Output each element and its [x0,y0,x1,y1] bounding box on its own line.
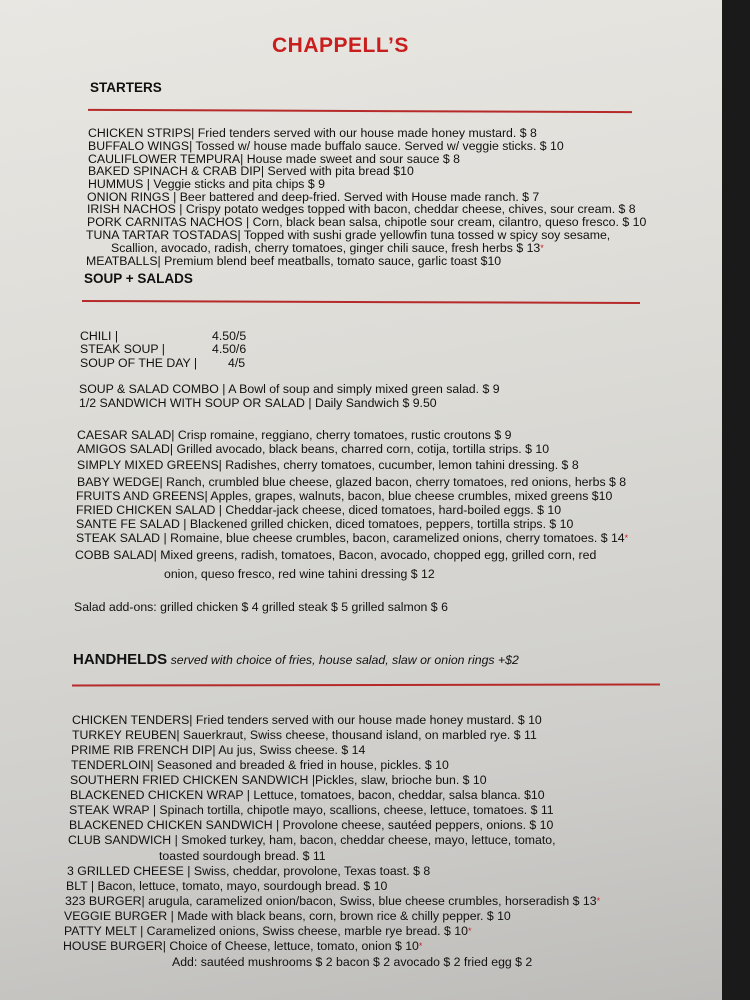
handheld-item-text: 323 BURGER| arugula, caramelized onion/bacon, Swiss, blue cheese crumbles, horseradish $ 13 [65,894,597,908]
salad-item: BABY WEDGE| Ranch, crumbled blue cheese, glazed bacon, cherry tomatoes, red onions, herbs $ 8 [77,475,627,489]
handheld-item: BLACKENED CHICKEN SANDWICH | Provolone cheese, sautéed peppers, onions. $ 10 [69,818,554,832]
soup-price: 4.50/6 [212,342,247,356]
salad-item: SANTE FE SALAD | Blackened grilled chicken, diced tomatoes, peppers, tortilla strips. $ 10 [76,517,574,531]
salad-item: onion, queso fresco, red wine tahini dressing $ 12 [164,567,435,581]
salad-item: SIMPLY MIXED GREENS| Radishes, cherry tomatoes, cucumber, lemon tahini dressing. $ 8 [77,458,579,472]
salad-item: COBB SALAD| Mixed greens, radish, tomatoes, Bacon, avocado, chopped egg, grilled corn, red [75,548,597,562]
section-heading-soup-salads: SOUP + SALADS [84,271,193,286]
asterisk-mark: * [418,941,423,951]
handheld-item [64,924,471,939]
handheld-item: toasted sourdough bread. $ 11 [159,849,326,863]
menu-item: BAKED SPINACH & CRAB DIP| Served with pita bread $10 [88,164,414,178]
handheld-item [63,939,422,954]
menu-item-text: Scallion, avocado, radish, cherry tomatoes, ginger chili sauce, fresh herbs $ 13 [111,241,541,255]
salad-item [76,531,628,546]
handheld-item [65,894,600,909]
menu-item: MEATBALLS| Premium blend beef meatballs, tomato sauce, garlic toast $10 [86,254,502,268]
handheld-item-text: HOUSE BURGER| Choice of Cheese, lettuce, tomato, onion $ 10 [63,939,419,953]
asterisk-mark: * [596,896,601,906]
salad-item: FRUITS AND GREENS| Apples, grapes, walnuts, bacon, blue cheese crumbles, mixed greens $10 [76,489,613,503]
asterisk-mark: * [624,533,629,543]
asterisk-mark: * [540,243,544,253]
soup-name: CHILI | [80,329,119,343]
menu-item: BUFFALO WINGS| Tossed w/ house made buffalo sauce. Served w/ veggie sticks. $ 10 [88,139,564,153]
section-heading-handhelds [73,652,519,668]
combo-item: SOUP & SALAD COMBO | A Bowl of soup and simply mixed green salad. $ 9 [79,382,500,396]
handheld-item: CHICKEN TENDERS| Fried tenders served with our house made honey mustard. $ 10 [72,713,542,727]
salad-item-text: STEAK SALAD | Romaine, blue cheese crumbles, bacon, caramelized onions, cherry tomatoes. $ 14 [76,531,625,545]
handheld-item: TENDERLOIN| Seasoned and breaded & fried in house, pickles. $ 10 [71,758,449,772]
salad-item: AMIGOS SALAD| Grilled avocado, black beans, charred corn, cotija, tortilla strips. $ 10 [77,442,550,456]
restaurant-title: CHAPPELL’S [272,34,409,57]
menu-item: CHICKEN STRIPS| Fried tenders served with our house made honey mustard. $ 8 [88,126,537,140]
menu-item: HUMMUS | Veggie sticks and pita chips $ 9 [88,177,325,191]
menu-item: PORK CARNITAS NACHOS | Corn, black bean salsa, chipotle sour cream, cilantro, queso fresco. $ 10 [87,215,647,229]
handhelds-note: served with choice of fries, house salad, slaw or onion rings +$2 [170,653,519,667]
menu-item: ONION RINGS | Beer battered and deep-fried. Served with House made ranch. $ 7 [87,190,540,204]
handheld-addons: Add: sautéed mushrooms $ 2 bacon $ 2 avocado $ 2 fried egg $ 2 [172,955,533,969]
handheld-item: STEAK WRAP | Spinach tortilla, chipotle mayo, scallions, cheese, lettuce, tomatoes. $ 11 [69,803,554,817]
soup-price: 4.50/5 [212,329,247,343]
menu-item: TUNA TARTAR TOSTADAS| Topped with sushi grade yellowfin tuna tossed w spicy soy sesame, [86,228,611,242]
soup-salads-divider [82,300,640,303]
handheld-item: BLT | Bacon, lettuce, tomato, mayo, sourdough bread. $ 10 [66,879,388,893]
handhelds-heading: HANDHELDS [73,651,168,668]
handheld-item: VEGGIE BURGER | Made with black beans, corn, brown rice & chilly pepper. $ 10 [64,909,511,923]
salad-item: CAESAR SALAD| Crisp romaine, reggiano, cherry tomatoes, rustic croutons $ 9 [77,428,512,442]
handheld-item: TURKEY REUBEN| Sauerkraut, Swiss cheese, thousand island, on marbled rye. $ 11 [72,728,537,742]
salad-addons: Salad add-ons: grilled chicken $ 4 grilled steak $ 5 grilled salmon $ 6 [74,600,448,614]
menu-item: IRISH NACHOS | Crispy potato wedges topped with bacon, cheddar cheese, chives, sour cream. $ 8 [87,202,636,216]
soup-name: SOUP OF THE DAY | [80,356,198,370]
salad-item: FRIED CHICKEN SALAD | Cheddar-jack cheese, diced tomatoes, hard-boiled eggs. $ 10 [76,503,562,517]
handheld-item: BLACKENED CHICKEN WRAP | Lettuce, tomatoes, bacon, cheddar, salsa blanca. $10 [70,788,545,802]
asterisk-mark: * [467,926,472,936]
soup-name: STEAK SOUP | [80,342,165,356]
handhelds-divider [72,683,660,686]
handheld-item: 3 GRILLED CHEESE | Swiss, cheddar, provolone, Texas toast. $ 8 [67,864,431,878]
soup-price: 4/5 [228,356,246,370]
handheld-item: CLUB SANDWICH | Smoked turkey, ham, bacon, cheddar cheese, mayo, lettuce, tomato, [68,833,556,847]
handheld-item: PRIME RIB FRENCH DIP| Au jus, Swiss cheese. $ 14 [71,743,366,757]
combo-item: 1/2 SANDWICH WITH SOUP OR SALAD | Daily Sandwich $ 9.50 [79,396,437,410]
handheld-item-text: PATTY MELT | Caramelized onions, Swiss cheese, marble rye bread. $ 10 [64,924,468,938]
menu-item: CAULIFLOWER TEMPURA| House made sweet and sour sauce $ 8 [88,152,461,166]
handheld-item: SOUTHERN FRIED CHICKEN SANDWICH |Pickles, slaw, brioche bun. $ 10 [70,773,487,787]
section-heading-starters: STARTERS [90,80,162,95]
starters-divider [88,109,632,113]
